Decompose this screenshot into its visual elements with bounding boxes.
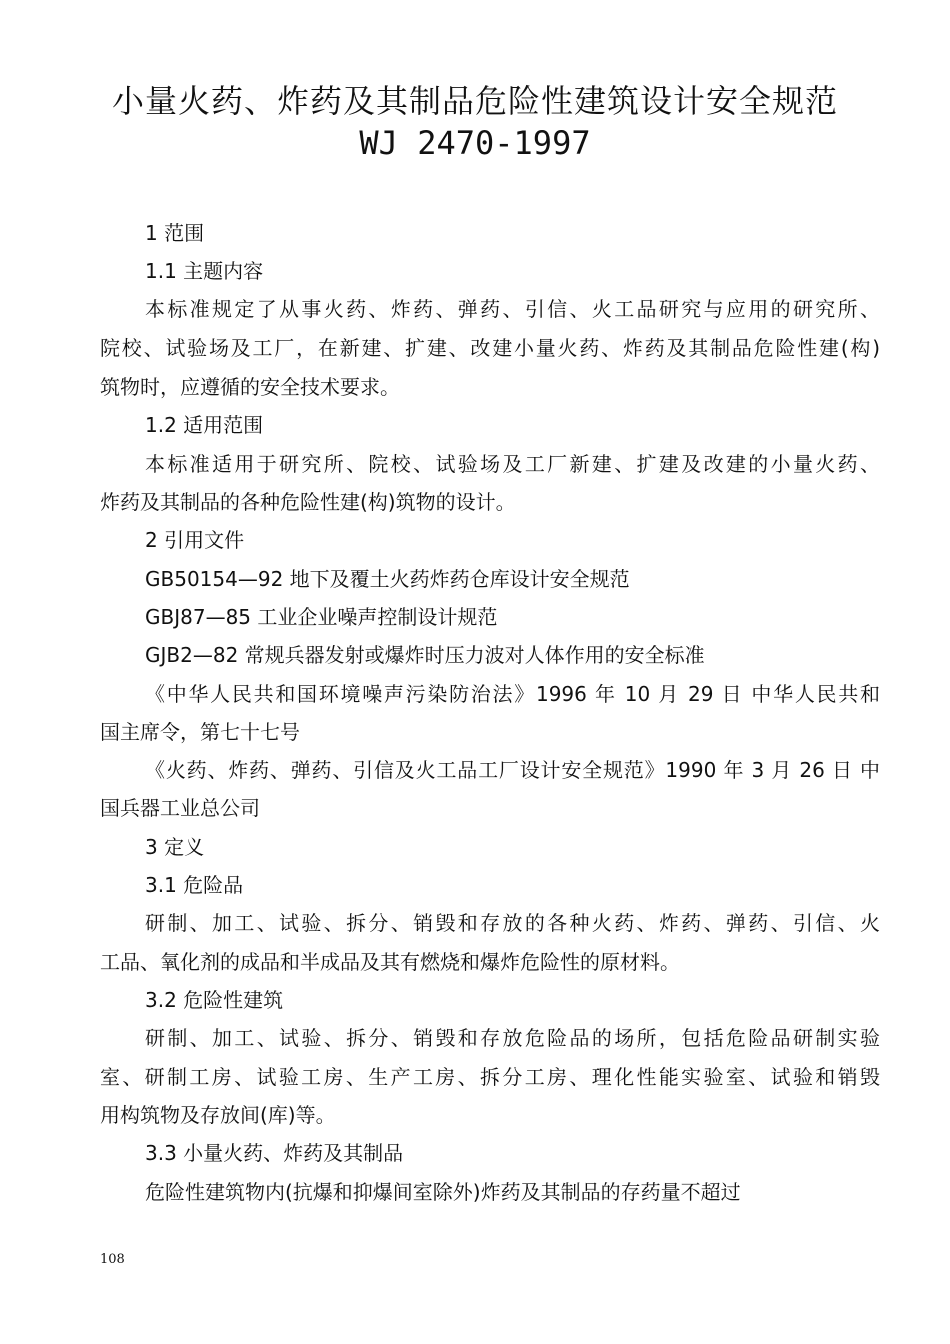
reference-item-continued: 国兵器工业总公司 bbox=[100, 796, 260, 820]
paragraph-line: 室、研制工房、试验工房、生产工房、拆分工房、理化性能实验室、试验和销毁 bbox=[100, 1065, 880, 1089]
reference-item-continued: 国主席令，第七十七号 bbox=[100, 720, 300, 744]
paragraph-line: 危险性建筑物内(抗爆和抑爆间室除外)炸药及其制品的存药量不超过 bbox=[145, 1180, 741, 1204]
section-heading-scope: 1 范围 bbox=[145, 221, 205, 245]
subsection-heading: 1.1 主题内容 bbox=[145, 259, 264, 283]
paragraph-line: 本标准规定了从事火药、炸药、弹药、引信、火工品研究与应用的研究所、 bbox=[145, 297, 880, 321]
paragraph-line: 工品、氧化剂的成品和半成品及其有燃烧和爆炸危险性的原材料。 bbox=[100, 950, 680, 974]
document-title: 小量火药、炸药及其制品危险性建筑设计安全规范 bbox=[111, 82, 838, 120]
subsection-heading: 3.3 小量火药、炸药及其制品 bbox=[145, 1141, 404, 1165]
paragraph-line: 炸药及其制品的各种危险性建(构)筑物的设计。 bbox=[100, 490, 516, 514]
reference-item: GBJ87—85 工业企业噪声控制设计规范 bbox=[145, 605, 498, 629]
reference-item: 《中华人民共和国环境噪声污染防治法》1996 年 10 月 29 日 中华人民共和 bbox=[145, 682, 880, 706]
paragraph-line: 本标准适用于研究所、院校、试验场及工厂新建、扩建及改建的小量火药、 bbox=[145, 452, 880, 476]
paragraph-line: 研制、加工、试验、拆分、销毁和存放的各种火药、炸药、弹药、引信、火 bbox=[145, 911, 880, 935]
reference-item: GB50154—92 地下及覆土火药炸药仓库设计安全规范 bbox=[145, 567, 630, 591]
paragraph-line: 用构筑物及存放间(库)等。 bbox=[100, 1103, 336, 1127]
reference-item: 《火药、炸药、弹药、引信及火工品工厂设计安全规范》1990 年 3 月 26 日 中 bbox=[145, 758, 880, 782]
subsection-heading: 3.2 危险性建筑 bbox=[145, 988, 284, 1012]
paragraph-line: 院校、试验场及工厂，在新建、扩建、改建小量火药、炸药及其制品危险性建(构) bbox=[100, 336, 880, 360]
section-heading-references: 2 引用文件 bbox=[145, 528, 245, 552]
standard-code: WJ 2470-1997 bbox=[359, 124, 591, 162]
subsection-heading: 3.1 危险品 bbox=[145, 873, 244, 897]
reference-item: GJB2—82 常规兵器发射或爆炸时压力波对人体作用的安全标准 bbox=[145, 643, 705, 667]
section-heading-definitions: 3 定义 bbox=[145, 835, 205, 859]
paragraph-line: 筑物时，应遵循的安全技术要求。 bbox=[100, 375, 400, 399]
paragraph-line: 研制、加工、试验、拆分、销毁和存放危险品的场所，包括危险品研制实验 bbox=[145, 1026, 880, 1050]
page-number: 108 bbox=[100, 1252, 125, 1267]
subsection-heading: 1.2 适用范围 bbox=[145, 413, 264, 437]
